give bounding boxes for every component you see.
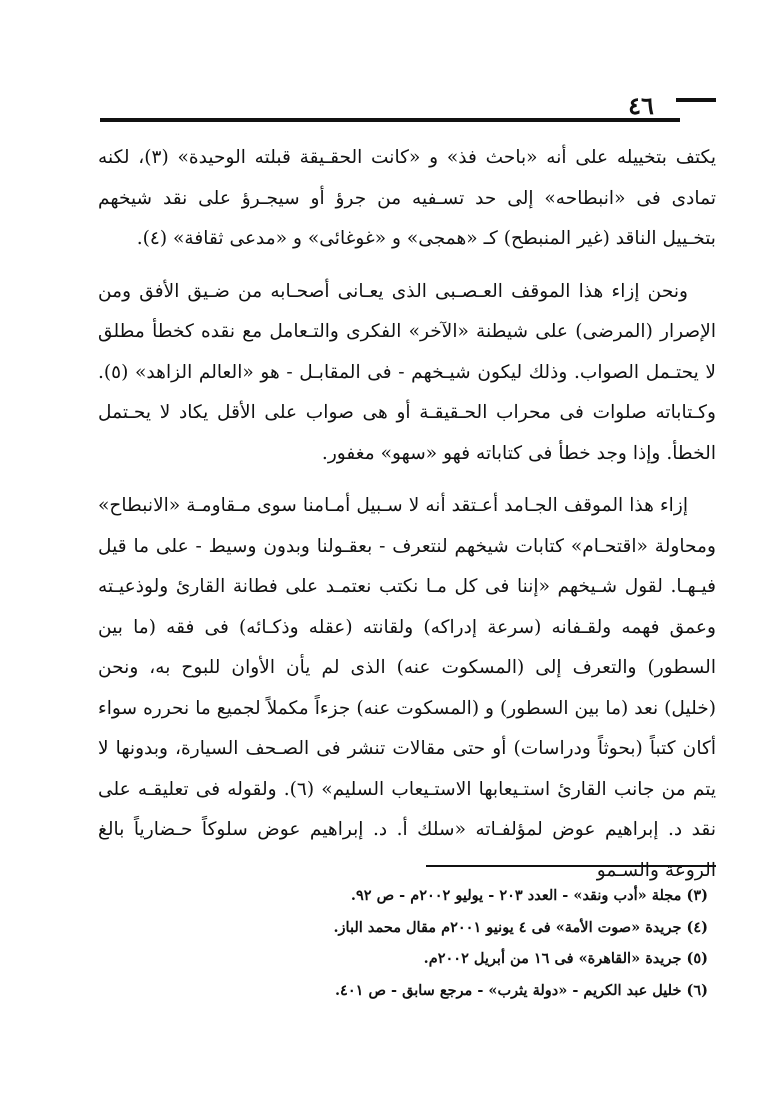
paragraph: يكتف بتخييله على أنه «باحث فذ» و «كانت الحقـيقة قبلته الوحيدة» (٣)، لكنه تمادى فى «انبطاحه» إلى حد تسـفيه من جرؤ أو سيجـرؤ على نقد شيخهم بتخـييل الناقد (غير المنبطح) كـ «همجى» و «غوغائى» و «مدعى ثقافة» (٤). [98,147,716,249]
header-rule [100,118,680,122]
header-rule-stub [676,98,716,102]
footnotes [200,880,708,1006]
paragraph: إزاء هذا الموقف الجـامد أعـتقد أنه لا سـبيل أمـامنا سوى مـقاومـة «الانبطاح» ومحاولة «اقتحـام» كتابات شيخهم لنتعرف - بعقـولنا وبدون وسيط - على ما قيل فيـهـا. لقول شـيخهم «إننا فى كل مـا نكتب نعتمـد على فطانة القارئ ولوذعيـته وعمق فهمه ولقـفانه (سرعة إدراكه) ولقانته (عقله وذكـائه) فى فقه (ما بين السطور) والتعرف إلى (المسكوت عنه) الذى لم يأن الأوان للبوح به، ونحن (خليل) نعد (ما بين السطور) و (المسكوت عنه) جزءاً مكملاً لجميع ما نحرره سواء أكان كتباً (بحوثاً ودراسات) أو حتى مقالات تنشر فى الصـحف السيارة، وبدونها لا يتم من جانب القارئ استـيعابها الاستـيعاب السليم» (٦). ولقوله فى تعليقـه على نقد د. إبراهيم عوض لمؤلفـاته «سلك أ. د. إبراهيم عوض سلوكاً حـضارياً بالغ الروعة والسـمو [98,495,716,881]
footnote: (٥) جريدة «القاهرة» فى ١٦ من أبريل ٢٠٠٢م. [423,950,708,967]
body-text [98,138,716,903]
footnote: (٦) خليل عبد الكريم - «دولة يثرب» - مرجع سابق - ص ٤٠١. [334,981,708,999]
page-number: ٤٦ [628,91,654,120]
paragraph: ونحن إزاء هذا الموقف العـصـبى الذى يعـانى أصحـابه من ضـيق الأفق ومن الإصرار (المرضى) على شيطنة «الآخر» الفكرى والتـعامل مع نقده كخطأ مطلق لا يحتـمل الصواب. وذلك ليكون شيـخهم - فى المقابـل - هو «العالم الزاهد» (٥). وكـتاباته صلوات فى محراب الحـقيقـة أو هى صواب على الأقل يكاد لا يحـتمل الخطأ. وإذا وجد خطأ فى كتاباته فهو «سهو» مغفور. [98,280,716,464]
footnote-separator [426,865,716,867]
footnote: (٣) مجلة «أدب ونقد» - العدد ٢٠٣ - يوليو ٢٠٠٢م - ص ٩٢. [350,887,708,904]
footnote: (٤) جريدة «صوت الأمة» فى ٤ يونيو ٢٠٠١م مقال محمد الباز. [333,918,708,936]
